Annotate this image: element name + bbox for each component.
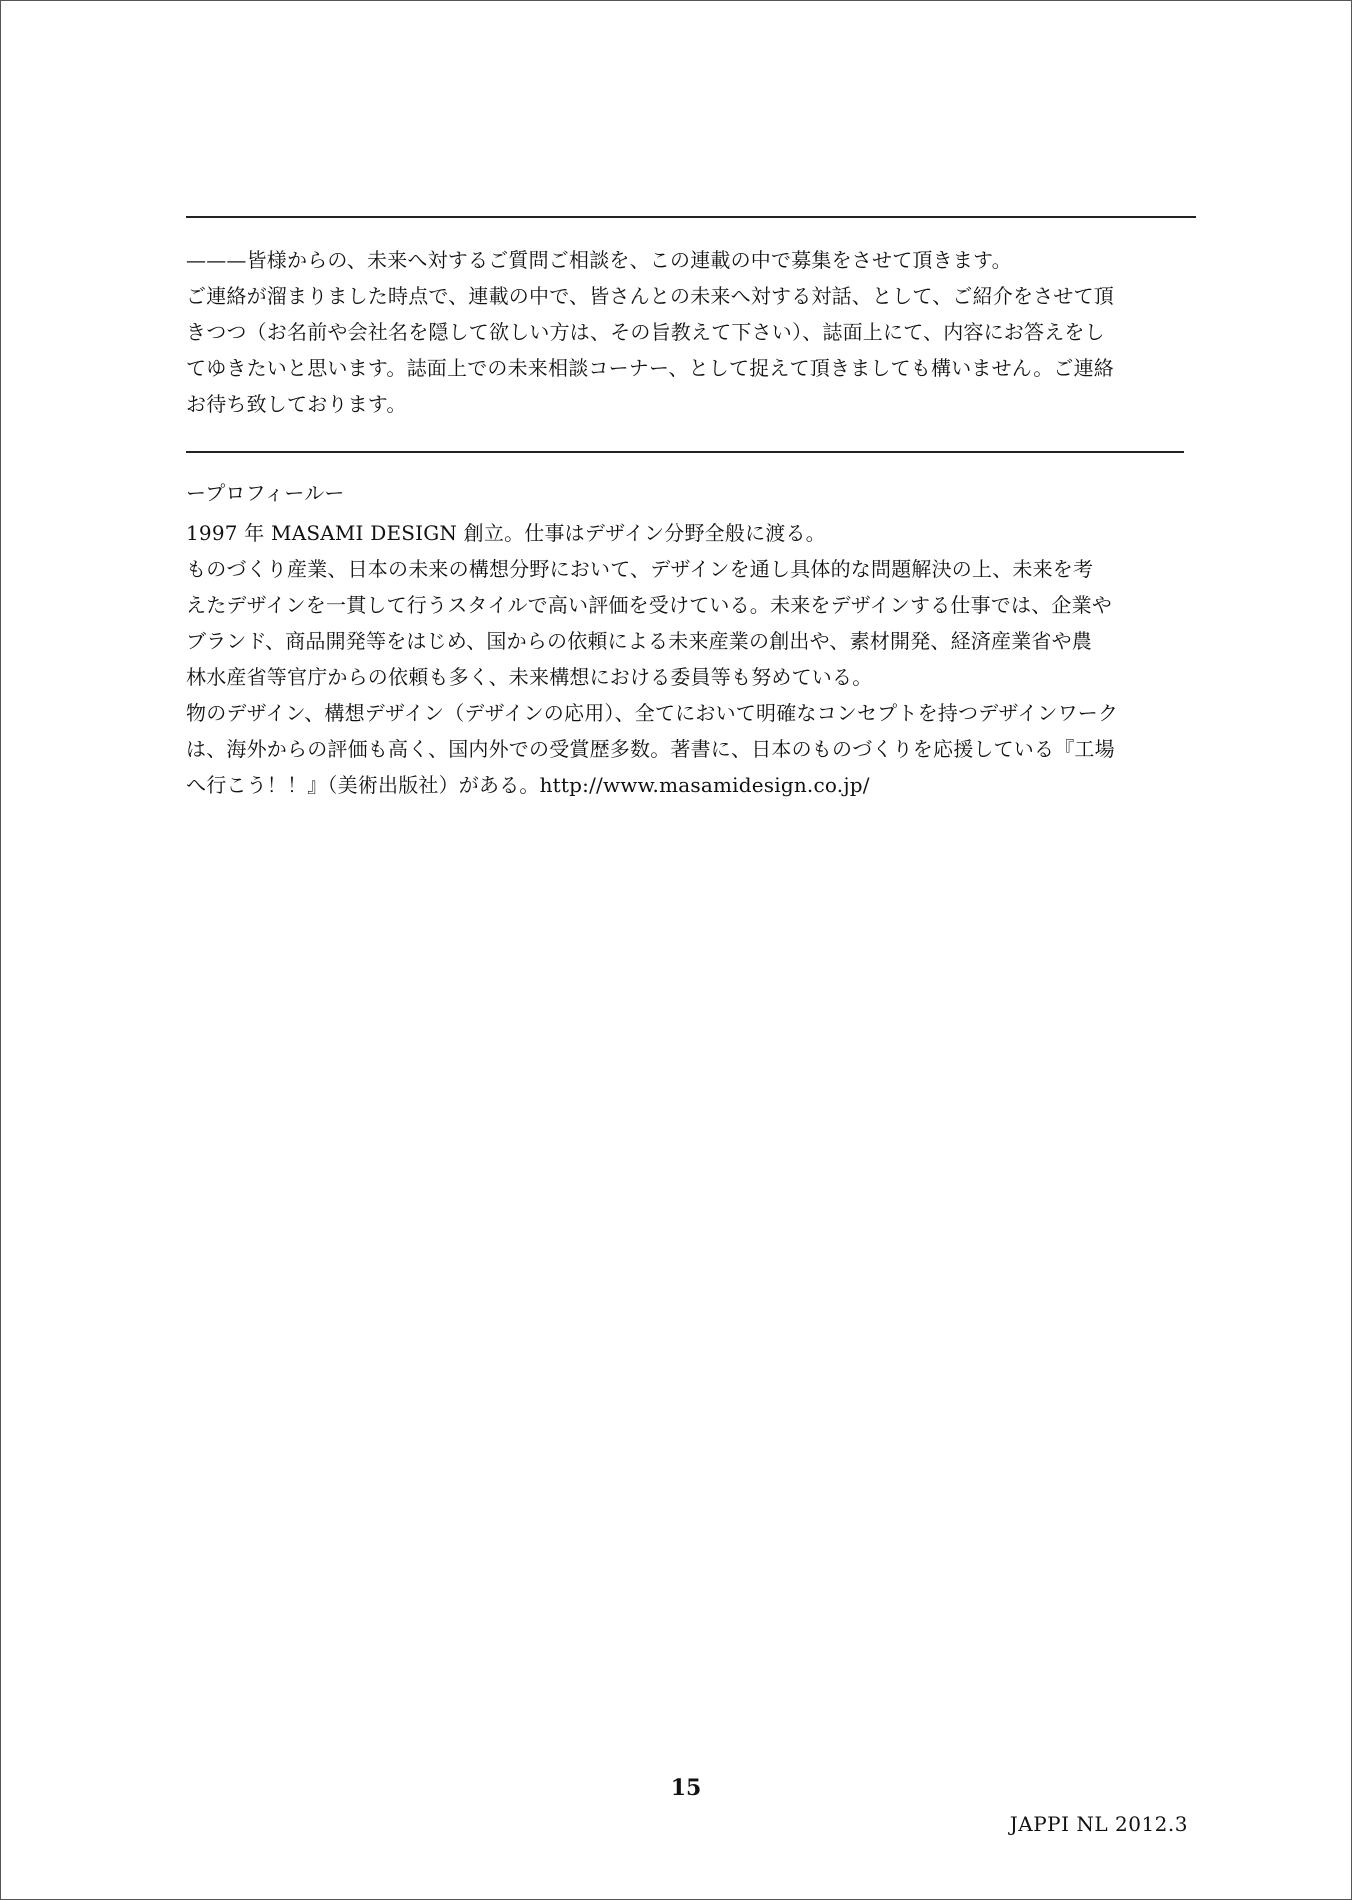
profile-section <box>186 475 1200 803</box>
notice-line: ———皆様からの、未来へ対するご質問ご相談を、この連載の中で募集をさせて頂きます。 <box>186 248 1012 272</box>
page-number: 15 <box>670 1775 702 1801</box>
profile-line: は、海外からの評価も高く、国内外での受賞歴多数。著書に、日本のものづくりを応援している『工場 <box>186 737 1115 761</box>
issue-label: JAPPI NL 2012.3 <box>1009 1812 1188 1836</box>
profile-line: へ行こう！！』（美術出版社）がある。http://www.masamidesign.co.jp/ <box>186 773 870 797</box>
profile-line: えたデザインを一貫して行うスタイルで高い評価を受けている。未来をデザインする仕事では、企業や <box>186 593 1112 617</box>
notice-line: お待ち致しております。 <box>186 392 407 416</box>
profile-line: 1997 年 MASAMI DESIGN 創立。仕事はデザイン分野全般に渡る。 <box>186 521 826 545</box>
profile-line: ブランド、商品開発等をはじめ、国からの依頼による未来産業の創出や、素材開発、経済産業省や農 <box>186 629 1092 653</box>
notice-line: きつつ（お名前や会社名を隠して欲しい方は、その旨教えて下さい）、誌面上にて、内容にお答えをし <box>186 320 1105 344</box>
top-divider <box>186 216 1196 218</box>
profile-line: 林水産省等官庁からの依頼も多く、未来構想における委員等も努めている。 <box>186 665 873 689</box>
profile-line: ものづくり産業、日本の未来の構想分野において、デザインを通し具体的な問題解決の上、未来を考 <box>186 557 1094 581</box>
profile-line: 物のデザイン、構想デザイン（デザインの応用）、全てにおいて明確なコンセプトを持つデザインワーク <box>186 701 1119 725</box>
notice-line: てゆきたいと思います。誌面上での未来相談コーナー、として捉えて頂きましても構いません。ご連絡 <box>186 356 1114 380</box>
profile-heading: ープロフィールー <box>186 481 345 505</box>
middle-divider <box>186 451 1184 453</box>
notice-section <box>186 242 1200 422</box>
notice-line: ご連絡が溜まりました時点で、連載の中で、皆さんとの未来へ対する対話、として、ご紹介をさせて頂 <box>186 284 1114 308</box>
